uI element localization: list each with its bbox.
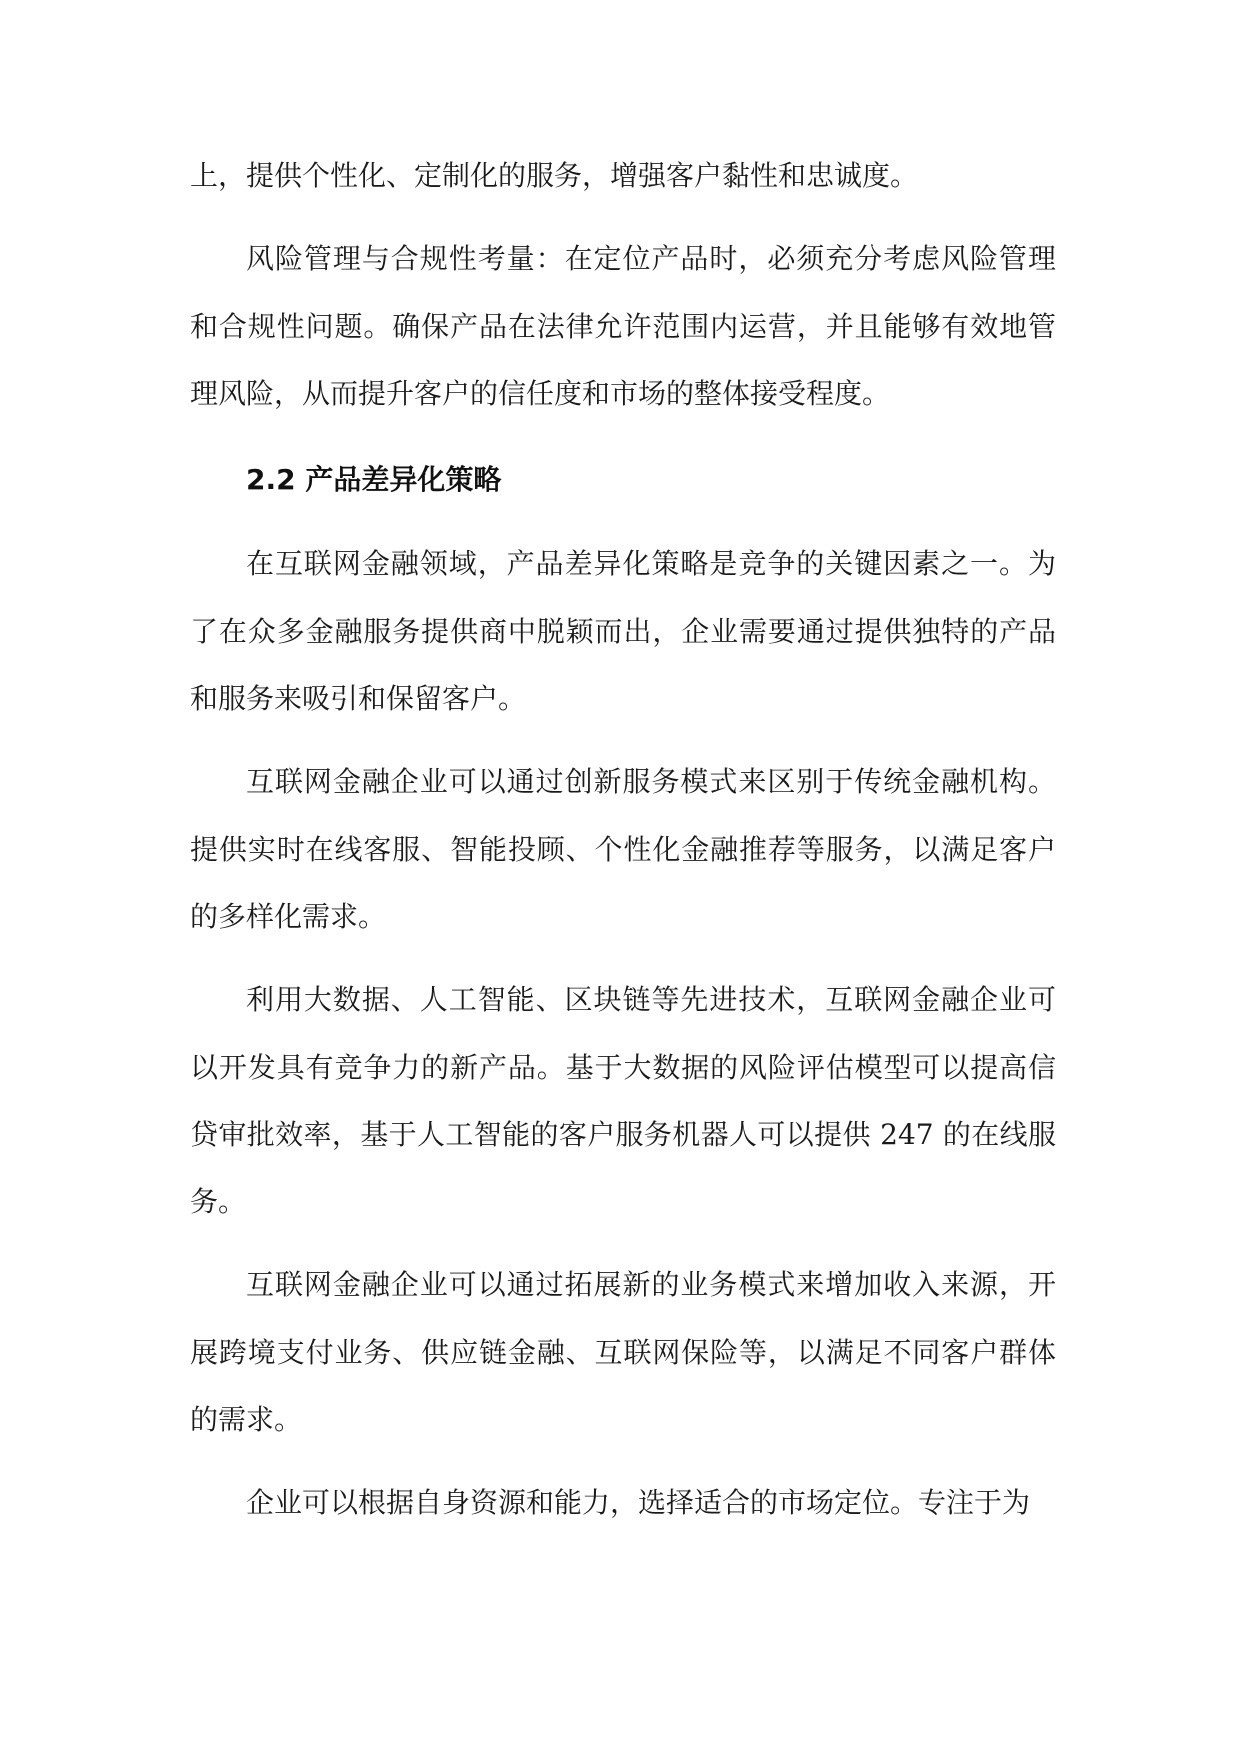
section-heading: 2.2 产品差异化策略 — [246, 463, 502, 497]
paragraph-market-positioning: 企业可以根据自身资源和能力，选择适合的市场定位。专注于为 — [246, 1486, 1031, 1520]
paragraph-continuation: 上，提供个性化、定制化的服务，增强客户黏性和忠诚度。 — [190, 159, 919, 192]
paragraph-business-models: 互联网金融企业可以通过拓展新的业务模式来增加收入来源，开展跨境支付业务、供应链金融、互联网保险等，以满足不同客户群体的需求。 — [190, 1268, 1056, 1437]
paragraph-risk-compliance: 风险管理与合规性考量：在定位产品时，必须充分考虑风险管理和合规性问题。确保产品在法律允许范围内运营，并且能够有效地管理风险，从而提升客户的信任度和市场的整体接受程度。 — [190, 242, 1056, 410]
paragraph-service-innovation: 互联网金融企业可以通过创新服务模式来区别于传统金融机构。提供实时在线客服、智能投顾、个性化金融推荐等服务，以满足客户的多样化需求。 — [190, 765, 1056, 933]
paragraph-differentiation-intro: 在互联网金融领域，产品差异化策略是竞争的关键因素之一。为了在众多金融服务提供商中脱颖而出，企业需要通过提供独特的产品和服务来吸引和保留客户。 — [190, 547, 1056, 716]
document-body — [190, 142, 1056, 1553]
paragraph-technology: 利用大数据、人工智能、区块链等先进技术，互联网金融企业可以开发具有竞争力的新产品。基于大数据的风险评估模型可以提高信贷审批效率，基于人工智能的客户服务机器人可以提供 247 的在线服务。 — [190, 983, 1056, 1219]
